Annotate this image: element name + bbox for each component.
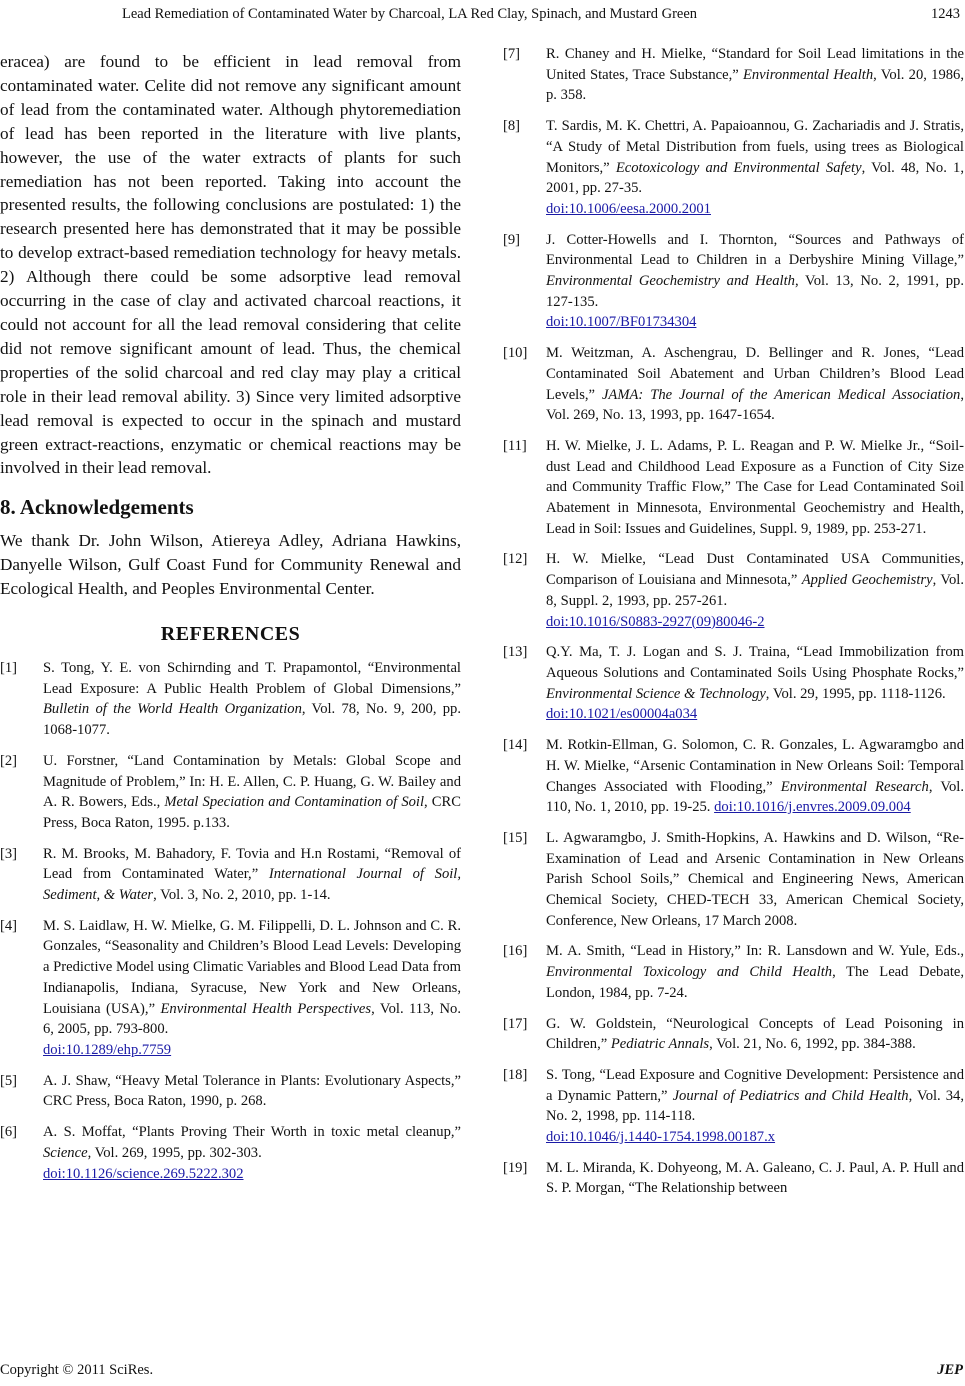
reference-item [503,1158,964,1199]
doi-link[interactable]: doi:10.1016/j.envres.2009.09.004 [714,799,911,816]
reference-item [503,642,964,725]
reference-item [503,230,964,334]
reference-text: Q.Y. Ma, T. J. Logan and S. J. Traina, “Lead Immobilization from Aqueous Solutions and Contaminated Soils Using Phosphate Rocks,” [546,644,964,681]
reference-number: [1] [0,660,18,677]
reference-number: [17] [503,1015,528,1032]
reference-text: R. Chaney and H. Mielke, “Standard for Soil Lead limitations in the United States, Trace Substance,” [546,46,964,83]
reference-details: , Vol. 21, No. 6, 1992, pp. 384-388. [709,1036,916,1053]
page-number: 1243 [931,6,960,22]
reference-details: , Vol. 34, No. 2, 1998, pp. 114-118. [546,1087,964,1125]
reference-number: [2] [0,752,18,769]
reference-number: [15] [503,829,528,846]
reference-number: [12] [503,551,528,568]
reference-item [503,828,964,932]
reference-text: S. Tong, “Lead Exposure and Cognitive Development: Persistence and a Dynamic Pattern,” [546,1066,964,1104]
reference-item [0,916,461,1061]
reference-details: , Vol. 29, 1995, pp. 1118-1126. [765,685,946,702]
page-footer [0,1362,965,1382]
references-list-right [503,44,964,1199]
reference-source: Journal of Pediatrics and Child Health [672,1087,909,1104]
reference-item [503,436,964,540]
reference-text: J. Cotter-Howells and I. Thornton, “Sources and Pathways of Environmental Lead to Children in a Derbyshire Mining Village,” [546,231,964,269]
reference-item [0,1122,461,1184]
reference-number: [19] [503,1159,528,1176]
reference-number: [14] [503,737,528,754]
left-column [0,50,461,1194]
reference-source: Applied Geochemistry [801,572,933,589]
reference-item [503,1014,964,1055]
reference-details: , The Lead Debate, London, 1984, pp. 7-24. [546,964,965,1001]
reference-details: , Vol. 48, No. 1, 2001, pp. 27-35. [546,159,964,197]
reference-number: [3] [0,845,18,862]
reference-number: [4] [0,917,18,934]
reference-source: Metal Speciation and Contamination of Soil [164,794,425,811]
reference-number: [7] [503,46,521,62]
reference-text: S. Tong, Y. E. von Schirnding and T. Prapamontol, “Environmental Lead Exposure: A Public Health Problem of Global Dimensions,” [43,660,461,697]
reference-text: H. W. Mielke, J. L. Adams, P. L. Reagan and P. W. Mielke Jr., “Soil-dust Lead and Childhood Lead Exposure as a Function of City Size and Community Traffic Flow,” The Case for Lead Contaminated Soil Abatement in Minnesota, Environmental Geochemistry and Health, Lead in Soil: Issues and Guidelines, Suppl. 9, 1989, pp. 253-271. [546,437,964,537]
reference-item [503,1065,964,1148]
reference-item [503,735,964,818]
reference-text: G. W. Goldstein, “Neurological Concepts of Lead Poisoning in Children,” [546,1015,964,1053]
reference-source: Pediatric Annals [610,1036,710,1053]
reference-number: [16] [503,943,528,960]
reference-details: , Vol. 269, 1995, pp. 302-303. [87,1144,262,1161]
references-heading: REFERENCES [160,623,301,646]
reference-item [0,1071,461,1112]
reference-details: , Vol. 78, No. 9, 200, pp. 1068-1077. [43,701,461,739]
reference-text: T. Sardis, M. K. Chettri, A. Papaioannou, G. Zachariadis and J. Stratis, “A Study of Metal Distribution from fuels, using trees as Biological Monitors,” [546,118,964,176]
reference-details: , CRC Press, Boca Raton, 1995. p.133. [43,794,461,831]
reference-number: [10] [503,345,528,362]
reference-number: [6] [0,1124,18,1141]
reference-text: H. W. Mielke, “Lead Dust Contaminated USA Communities, Comparison of Louisiana and Minnesota,” [546,551,964,589]
reference-text: M. S. Laidlaw, H. W. Mielke, G. M. Filippelli, D. L. Johnson and C. R. Gonzales, “Seasonality and Children’s Blood Lead Levels: Developing a Predictive Model using Climatic Variables and Blood Lead Data from Indianapolis, Indiana, Syracuse, New York and New Orleans, Louisiana (USA),” [43,917,461,1017]
running-title: Lead Remediation of Contaminated Water by Charcoal, LA Red Clay, Spinach, and Mustard Green [122,6,698,22]
doi-link[interactable]: doi:10.1006/eesa.2000.2001 [546,200,711,217]
reference-text: M. Weitzman, A. Aschengrau, D. Bellinger and R. Jones, “Lead Contaminated Soil Abatement and Urban Children’s Blood Lead Levels,” [546,345,964,403]
reference-source: Bulletin of the World Health Organization [43,701,302,718]
reference-item [503,116,964,220]
acknowledgements-heading: 8. Acknowledgements [0,495,194,520]
reference-number: [11] [503,437,527,454]
reference-source: Environmental Research [780,778,929,795]
reference-number: [13] [503,644,528,661]
reference-number: [9] [503,231,521,248]
reference-source: Ecotoxicology and Environmental Safety [615,159,862,176]
reference-text: M. Rotkin-Ellman, G. Solomon, C. R. Gonzales, L. Agwaramgbo and H. W. Mielke, “Arsenic Contamination in New Orleans Soil: Temporal Changes Associated with Flooding,” [546,737,964,795]
reference-number: [8] [503,118,521,135]
reference-source: Environmental Health Perspectives [160,1000,372,1017]
reference-source: Environmental Health [742,66,874,83]
doi-link[interactable]: doi:10.1016/S0883-2927(09)80046-2 [546,613,765,630]
reference-source: International Journal of Soil, Sediment, & Water [43,866,461,904]
reference-text: A. S. Moffat, “Plants Proving Their Worth in toxic metal cleanup,” [43,1124,461,1141]
doi-link[interactable]: doi:10.1046/j.1440-1754.1998.00187.x [546,1129,776,1146]
doi-link[interactable]: doi:10.1021/es00004a034 [546,706,698,723]
reference-source: Environmental Science & Technology [546,685,766,702]
conclusion-paragraph: eracea) are found to be efficient in lead removal from contaminated water. Celite did not remove any significant amount of lead from the contaminated water. Although phytoremediation of lead has been reported in the literature with live plants, however, the use of the water extracts of plants for such remediation has not been reported. Taking into account the presented results, the following conclusions are postulated: 1) the research presented here has demonstrated that it may be possible to develop extract-based remediation technology for heavy metals. 2) Although there could be some adsorptive lead removal occurring in the case of clay and activated charcoal reactions, it could not account for all the lead removal considering that celite did not remove significant amount of lead. Thus, the chemical properties of the solid charcoal and red clay may play a critical role in their lead removal ability. 3) Since very limited adsorptive lead removal is expected to occur in the spinach and mustard green extract-reactions, enzymatic or chemical reactions may be involved in their lead removal. [0,52,461,478]
reference-text: U. Forstner, “Land Contamination by Metals: Global Scope and Magnitude of Problem,” In: H. E. Allen, C. P. Huang, G. W. Bailey and A. R. Bowers, Eds., [43,752,461,811]
reference-details: , Vol. 8, Suppl. 2, 1993, pp. 257-261. [546,572,964,609]
reference-details: , Vol. 13, No. 2, 1991, pp. 127-135. [546,273,964,310]
reference-details: , Vol. 113, No. 6, 2005, pp. 793-800. [43,1000,461,1038]
page-header [0,6,965,26]
doi-link[interactable]: doi:10.1126/science.269.5222.302 [43,1165,244,1182]
acknowledgements-text: We thank Dr. John Wilson, Atiereya Adley, Adriana Hawkins, Danyelle Wilson, Gulf Coast Fund for Community Renewal and Ecological Health, and Peoples Environmental Center. [0,531,461,599]
reference-text: M. L. Miranda, K. Dohyeong, M. A. Galeano, C. J. Paul, A. P. Hull and S. P. Morgan, “The Relationship between [546,1159,964,1197]
reference-text: L. Agwaramgbo, J. Smith-Hopkins, A. Hawkins and D. Wilson, “Re-Examination of Lead and Arsenic Contamination in New Orleans Parish School Soils,” Chemical and Engineering News, American Chemical Society, CHED-TECH 33, American Chemical Society, Conference, New Orleans, 17 March 2008. [546,829,964,929]
reference-item [503,44,964,106]
reference-details: , Vol. 20, 1986, p. 358. [546,66,964,104]
reference-source: Science [43,1144,88,1161]
journal-abbrev: JEP [937,1362,963,1378]
reference-number: [18] [503,1066,528,1083]
reference-source: Environmental Geochemistry and Health [546,273,795,290]
doi-link[interactable]: doi:10.1289/ehp.7759 [43,1041,172,1058]
reference-text: M. A. Smith, “Lead in History,” In: R. Lansdown and W. Yule, Eds., [546,943,964,960]
reference-details: , Vol. 269, No. 13, 1993, pp. 1647-1654. [546,386,964,424]
reference-item [0,844,461,906]
reference-text: R. M. Brooks, M. Bahadory, F. Tovia and H.n Rostami, “Removal of Lead from Contaminated Water,” [43,845,461,883]
copyright-notice: Copyright © 2011 SciRes. [0,1362,154,1378]
doi-link[interactable]: doi:10.1007/BF01734304 [546,314,697,331]
reference-details: , Vol. 110, No. 1, 2010, pp. 19-25. [546,778,964,816]
reference-item [0,751,461,834]
references-list-left [0,658,461,1184]
reference-details: , Vol. 3, No. 2, 2010, pp. 1-14. [153,887,331,904]
reference-item [503,343,964,426]
reference-item [503,549,964,632]
reference-source: JAMA: The Journal of the American Medical Association [601,386,961,403]
right-column [503,44,964,1209]
reference-number: [5] [0,1072,18,1089]
reference-item [503,941,964,1003]
reference-source: Environmental Toxicology and Child Health [546,964,833,981]
reference-text: A. J. Shaw, “Heavy Metal Tolerance in Plants: Evolutionary Aspects,” CRC Press, Boca Raton, 1990, p. 268. [43,1072,461,1110]
reference-item [0,658,461,741]
